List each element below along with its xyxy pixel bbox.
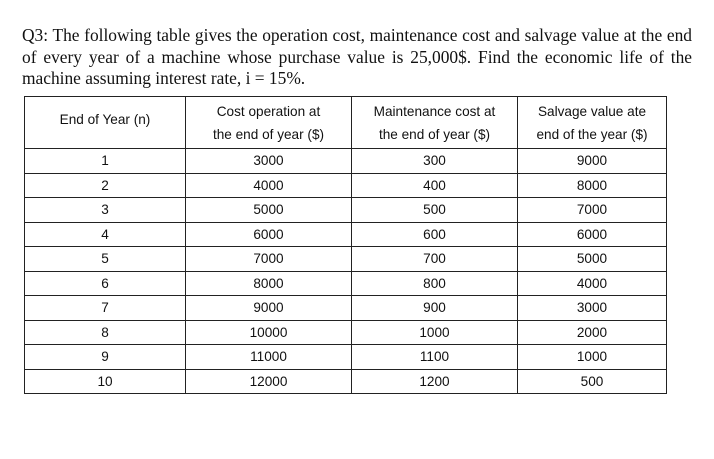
header-operation-line2: the end of year ($) (212, 126, 325, 142)
table-row (25, 198, 667, 223)
table-row (25, 222, 667, 247)
year-cell: 9 (25, 345, 186, 370)
salvage-value-cell: 5000 (518, 247, 667, 272)
header-salvage-line2: end of the year ($) (536, 126, 648, 142)
header-row (25, 97, 667, 149)
salvage-value-cell: 9000 (518, 149, 667, 174)
maintenance-cost-cell: 900 (352, 296, 518, 321)
table-row (25, 296, 667, 321)
year-cell: 6 (25, 271, 186, 296)
year-cell: 2 (25, 173, 186, 198)
header-end-of-year: End of Year (n) (25, 97, 186, 149)
operation-cost-cell: 5000 (186, 198, 352, 223)
maintenance-cost-cell: 1000 (352, 320, 518, 345)
year-cell: 7 (25, 296, 186, 321)
salvage-value-cell: 2000 (518, 320, 667, 345)
table-row (25, 149, 667, 174)
year-cell: 3 (25, 198, 186, 223)
header-maintenance-cost (352, 97, 518, 149)
operation-cost-cell: 4000 (186, 173, 352, 198)
year-cell: 8 (25, 320, 186, 345)
operation-cost-cell: 8000 (186, 271, 352, 296)
question-text: Q3: The following table gives the operation cost, maintenance cost and salvage value at the end of every year of a machine whose purchase value is 25,000$. Find the economic life of the machine assuming interest rate, i = 15%. (22, 25, 692, 88)
maintenance-cost-cell: 1100 (352, 345, 518, 370)
operation-cost-cell: 11000 (186, 345, 352, 370)
header-maintenance-line2: the end of year ($) (378, 126, 491, 142)
maintenance-cost-cell: 800 (352, 271, 518, 296)
salvage-value-cell: 3000 (518, 296, 667, 321)
year-cell: 10 (25, 369, 186, 394)
year-cell: 4 (25, 222, 186, 247)
salvage-value-cell: 500 (518, 369, 667, 394)
year-cell: 5 (25, 247, 186, 272)
salvage-value-cell: 1000 (518, 345, 667, 370)
year-cell: 1 (25, 149, 186, 174)
operation-cost-cell: 12000 (186, 369, 352, 394)
maintenance-cost-cell: 300 (352, 149, 518, 174)
table-row (25, 173, 667, 198)
table-row (25, 345, 667, 370)
salvage-value-cell: 6000 (518, 222, 667, 247)
operation-cost-cell: 10000 (186, 320, 352, 345)
operation-cost-cell: 3000 (186, 149, 352, 174)
maintenance-cost-cell: 400 (352, 173, 518, 198)
salvage-value-cell: 8000 (518, 173, 667, 198)
header-operation-line1: Cost operation at (216, 103, 321, 119)
header-salvage-line1: Salvage value ate (537, 103, 647, 119)
operation-cost-cell: 6000 (186, 222, 352, 247)
cost-table (24, 96, 667, 394)
header-salvage-value (518, 97, 667, 149)
table-row (25, 247, 667, 272)
maintenance-cost-cell: 700 (352, 247, 518, 272)
salvage-value-cell: 7000 (518, 198, 667, 223)
operation-cost-cell: 7000 (186, 247, 352, 272)
header-maintenance-line1: Maintenance cost at (373, 103, 496, 119)
operation-cost-cell: 9000 (186, 296, 352, 321)
table-row (25, 271, 667, 296)
maintenance-cost-cell: 600 (352, 222, 518, 247)
table-row (25, 369, 667, 394)
table-row (25, 320, 667, 345)
header-operation-cost (186, 97, 352, 149)
maintenance-cost-cell: 500 (352, 198, 518, 223)
maintenance-cost-cell: 1200 (352, 369, 518, 394)
salvage-value-cell: 4000 (518, 271, 667, 296)
